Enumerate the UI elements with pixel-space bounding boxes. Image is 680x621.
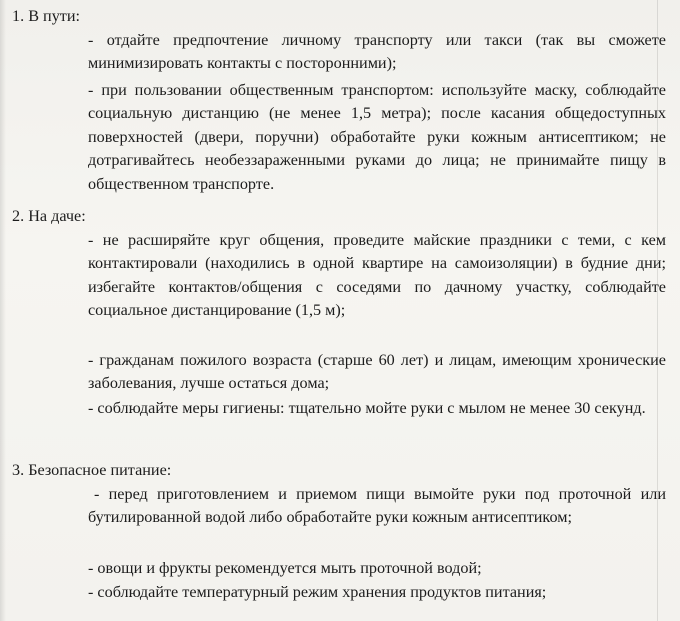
list-item: - гражданам пожилого возраста (старше 60 лет) и лицам, имеющим хронические заболевания, лучше остаться дома; xyxy=(88,351,666,393)
scan-shadow xyxy=(0,0,6,621)
list-item: - соблюдайте меры гигиены: тщательно мойте руки с мылом не менее 30 секунд. xyxy=(88,399,646,417)
list-item: - соблюдайте температурный режим хранения продуктов питания; xyxy=(88,583,547,601)
section-heading: 3. Безопасное питание: xyxy=(12,461,172,479)
section-heading: 1. В пути: xyxy=(12,7,81,25)
list-item: - овощи и фрукты рекомендуется мыть проточной водой; xyxy=(88,559,482,577)
section-heading: 2. На даче: xyxy=(12,207,86,225)
list-item: - не расширяйте круг общения, проведите майские праздники с теми, с кем контактировали (находились в одной квартире на самоизоляции) в будние дни; избегайте контактов/общения с соседями по дачному участку, соблюдайте социальное дистанцирование (1,5 м); xyxy=(88,231,666,320)
list-item: - перед приготовлением и приемом пищи вымойте руки под проточной или бутилированной водой либо обработайте руки кожным антисептиком; xyxy=(88,485,666,527)
list-item: - при пользовании общественным транспортом: используйте маску, соблюдайте социальную дистанцию (не менее 1,5 метра); после касания общедоступных поверхностей (двери, поручни) обработайте руки кожным антисептиком; не дотрагивайтесь необеззараженными руками до лица; не принимайте пищу в общественном транспорте. xyxy=(88,81,666,193)
list-item: - отдайте предпочтение личному транспорту или такси (так вы сможете минимизировать контакты с посторонними); xyxy=(88,31,666,73)
